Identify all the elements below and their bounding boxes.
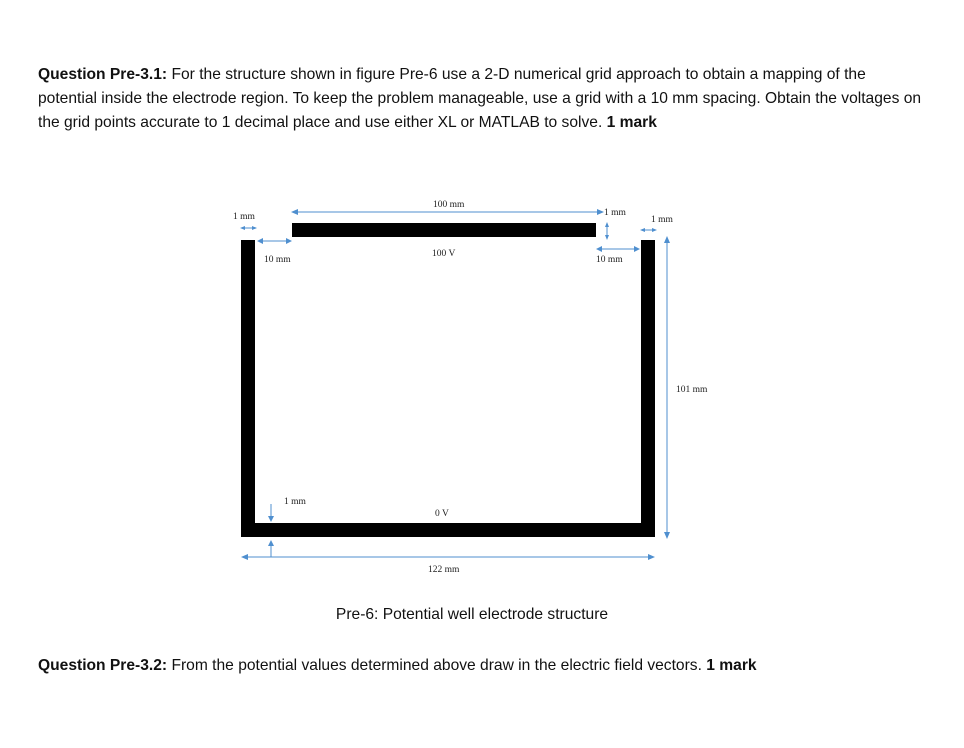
total-width-label: 122 mm	[428, 565, 460, 575]
top-width-label: 100 mm	[433, 200, 465, 210]
left-gap-label: 10 mm	[264, 255, 291, 265]
question-heading: Question Pre-3.1:	[38, 66, 168, 83]
question-mark: 1 mark	[606, 114, 657, 131]
right-thickness-label: 1 mm	[651, 215, 673, 225]
question-mark: 1 mark	[706, 657, 757, 674]
figure-caption: Pre-6: Potential well electrode structure	[335, 606, 609, 623]
question-body: For the structure shown in figure Pre-6 use a 2-D numerical grid approach to obtain a mapping of the potential inside the electrode region. To keep the problem manageable, use a grid with a 10 mm spacing. Obtain the voltages on the grid points accurate to 1 decimal place and use either XL or MATLAB to solve.	[38, 66, 922, 131]
question-body: From the potential values determined above draw in the electric field vectors.	[171, 657, 702, 674]
top-electrode	[292, 223, 596, 237]
bottom-electrode	[241, 523, 655, 537]
bottom-voltage-label: 0 V	[435, 509, 449, 519]
top-voltage-label: 100 V	[432, 249, 456, 259]
left-wall	[241, 240, 255, 537]
height-label: 101 mm	[676, 385, 708, 395]
right-gap-label: 10 mm	[596, 255, 623, 265]
left-thickness-label: 1 mm	[233, 212, 255, 222]
right-wall	[641, 240, 655, 537]
question-heading: Question Pre-3.2:	[38, 657, 168, 674]
question-pre-3-2	[38, 654, 928, 678]
bottom-thickness-label: 1 mm	[284, 497, 306, 507]
top-gap-right-label: 1 mm	[604, 208, 626, 218]
